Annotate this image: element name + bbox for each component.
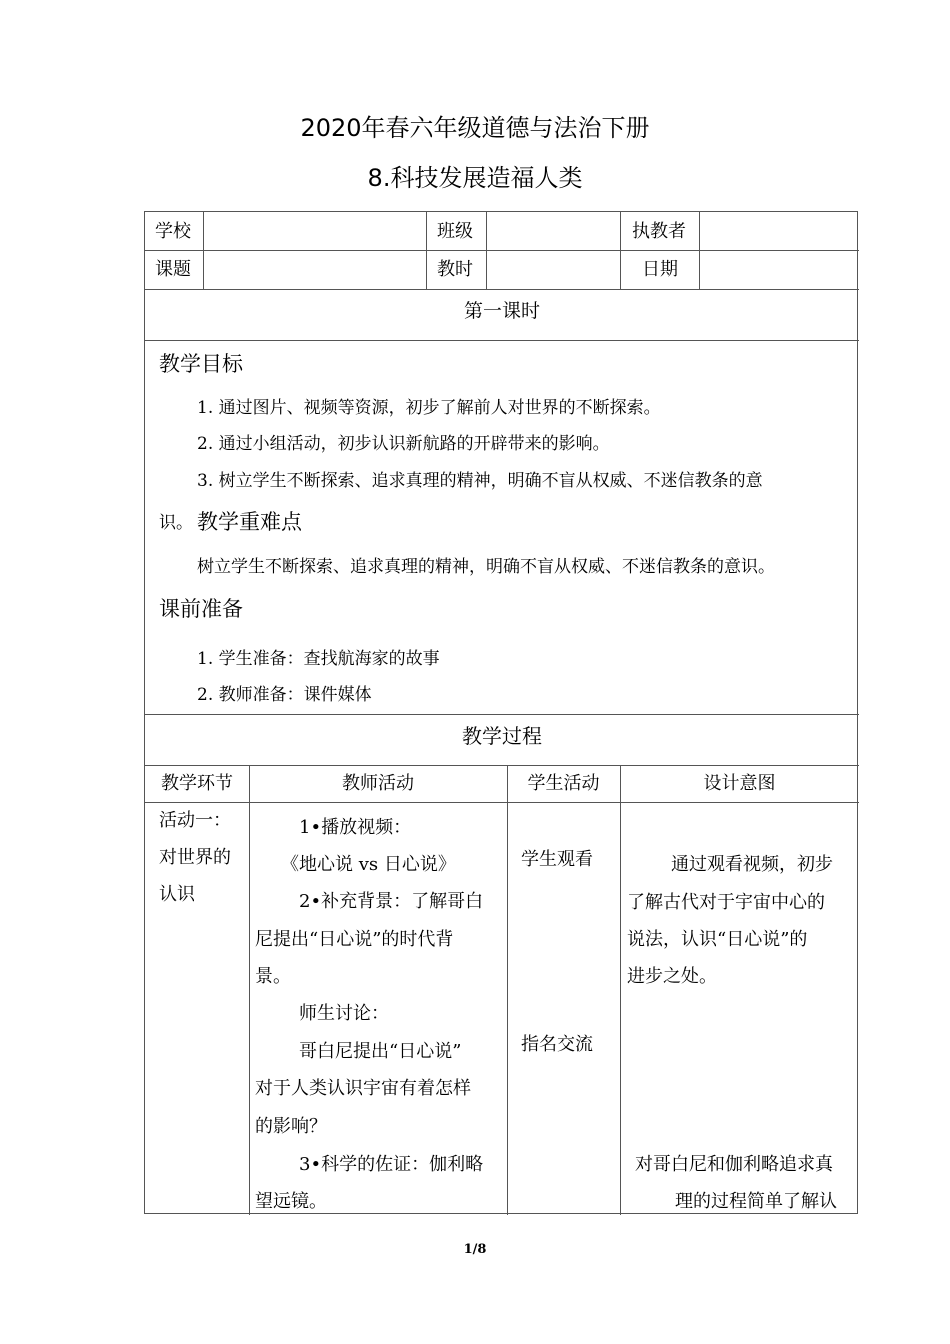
teacher-line: 《地心说 vs 日心说》 <box>281 854 456 875</box>
col-header-teacher: 教师活动 <box>342 773 414 794</box>
class-label: 班级 <box>437 221 473 242</box>
col-header-intent: 设计意图 <box>703 773 776 794</box>
page-number: 1/8 <box>463 1242 487 1257</box>
intent-line: 进步之处。 <box>627 966 717 987</box>
topic-label: 课题 <box>155 259 191 280</box>
intent-line: 说法，认识“日心说”的 <box>627 929 808 950</box>
lesson-title: 8.科技发展造福人类 <box>367 164 583 192</box>
col-header-stage: 教学环节 <box>161 773 233 794</box>
teacher-line: 尼提出“日心说”的时代背 <box>255 929 454 950</box>
goal-item-1: 1. 通过图片、视频等资源，初步了解前人对世界的不断探索。 <box>197 398 661 418</box>
teacher-line: 哥白尼提出“日心说” <box>299 1041 462 1062</box>
teacher-line: 的影响？ <box>255 1116 327 1137</box>
lesson-header: 第一课时 <box>463 300 540 322</box>
goal-item-3: 3. 树立学生不断探索、追求真理的精神，明确不盲从权威、不迷信教条的意 <box>197 471 763 491</box>
date-label: 日期 <box>642 259 678 280</box>
teacher-line: 景。 <box>255 966 291 987</box>
intent-line: 通过观看视频，初步 <box>671 854 833 875</box>
process-header: 教学过程 <box>462 724 542 748</box>
student-activity: 指名交流 <box>521 1034 593 1055</box>
hours-label: 教时 <box>437 259 473 280</box>
teacher-line: 1•播放视频： <box>299 817 412 838</box>
prep-heading: 课前准备 <box>159 597 243 621</box>
teacher-label: 执教者 <box>632 221 686 242</box>
col-header-student: 学生活动 <box>527 773 600 794</box>
teacher-line: 对于人类认识宇宙有着怎样 <box>255 1078 471 1099</box>
goal-item-3-cont: 识。 <box>159 513 193 533</box>
intent-line: 了解古代对于宇宙中心的 <box>627 892 825 913</box>
school-label: 学校 <box>155 221 191 242</box>
teacher-line: 望远镜。 <box>255 1191 327 1212</box>
teacher-line: 师生讨论： <box>299 1003 389 1024</box>
keypoint-text: 树立学生不断探索、追求真理的精神，明确不盲从权威、不迷信教条的意识。 <box>197 557 775 577</box>
goal-item-2: 2. 通过小组活动，初步认识新航路的开辟带来的影响。 <box>197 434 610 454</box>
intent-line: 理的过程简单了解认 <box>675 1191 837 1212</box>
stage-line: 活动一： <box>159 810 231 831</box>
keypoints-heading: 教学重难点 <box>197 510 302 534</box>
document-title: 2020年春六年级道德与法治下册 <box>300 114 650 142</box>
intent-line: 对哥白尼和伽利略追求真 <box>635 1154 833 1175</box>
goals-heading: 教学目标 <box>159 352 243 376</box>
lesson-plan-table <box>144 211 858 1214</box>
teacher-line: 2•补充背景：了解哥白 <box>299 891 484 912</box>
stage-line: 对世界的 <box>159 847 231 868</box>
prep-item-1: 1. 学生准备：查找航海家的故事 <box>197 649 440 669</box>
teacher-line: 3•科学的佐证：伽利略 <box>299 1154 484 1175</box>
student-activity: 学生观看 <box>521 849 593 870</box>
stage-line: 认识 <box>159 884 195 905</box>
prep-item-2: 2. 教师准备：课件媒体 <box>197 685 372 705</box>
